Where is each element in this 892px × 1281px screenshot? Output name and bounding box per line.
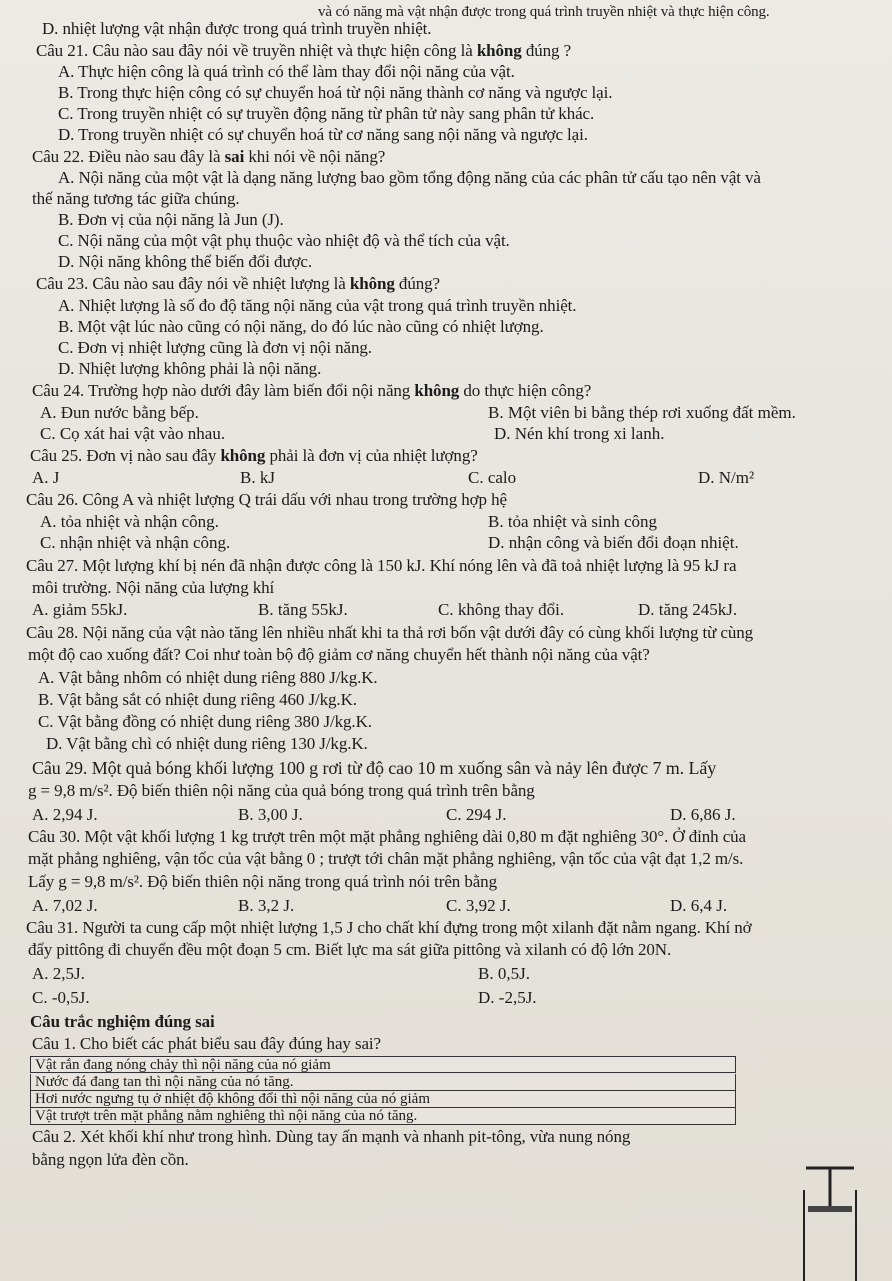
question-31-stem: Câu 31. Người ta cung cấp một nhiệt lượng 1,5 J cho chất khí đựng trong một xilanh đặt nằm ngang. Khí nở xyxy=(26,918,752,937)
question-23-option-b: B. Một vật lúc nào cũng có nội năng, do đó lúc nào cũng có nhiệt lượng. xyxy=(58,317,544,336)
question-23-option-c: C. Đơn vị nhiệt lượng cũng là đơn vị nội năng. xyxy=(58,338,372,357)
tf-question-2: Câu 2. Xét khối khí như trong hình. Dùng tay ấn mạnh và nhanh pit-tông, vừa nung nóng xyxy=(32,1127,631,1146)
question-27-stem-cont: môi trường. Nội năng của lượng khí xyxy=(32,578,275,597)
section-title: Câu trắc nghiệm đúng sai xyxy=(30,1012,215,1031)
question-26-option-d: D. nhận công và biến đổi đoạn nhiệt. xyxy=(488,533,739,552)
question-21-option-d: D. Trong truyền nhiệt có sự chuyển hoá từ cơ năng sang nội năng và ngược lại. xyxy=(58,125,588,144)
question-22-option-d: D. Nội năng không thể biến đổi được. xyxy=(58,252,312,271)
question-30-option-d: D. 6,4 J. xyxy=(670,896,728,915)
question-31-option-c: C. -0,5J. xyxy=(32,988,90,1007)
question-31-stem-cont: đẩy pittông đi chuyển đều một đoạn 5 cm. Biết lực ma sát giữa pittông và xilanh có độ lớn 20N. xyxy=(28,940,672,959)
question-24-option-b: B. Một viên bi bằng thép rơi xuống đất mềm. xyxy=(488,403,796,422)
tf-question-2-cont: bằng ngọn lửa đèn cồn. xyxy=(32,1150,189,1169)
question-29-option-b: B. 3,00 J. xyxy=(238,805,303,824)
question-24-stem: Câu 24. Trường hợp nào dưới đây làm biến đổi nội năng không do thực hiện công? xyxy=(32,381,592,400)
question-29-stem-cont: g = 9,8 m/s². Độ biến thiên nội năng của quả bóng trong quá trình trên bằng xyxy=(28,781,535,800)
question-21-option-c: C. Trong truyền nhiệt có sự truyền động năng từ phân tử này sang phân tử khác. xyxy=(58,104,595,123)
question-30-option-c: C. 3,92 J. xyxy=(446,896,511,915)
question-21-stem: Câu 21. Câu nào sau đây nói về truyền nhiệt và thực hiện công là không đúng ? xyxy=(36,41,572,60)
question-30-option-b: B. 3,2 J. xyxy=(238,896,295,915)
question-28-option-a: A. Vật bằng nhôm có nhiệt dung riêng 880 J/kg.K. xyxy=(38,668,378,687)
question-27-option-d: D. tăng 245kJ. xyxy=(638,600,738,619)
truncated-top-line: và có năng mà vật nhận được trong quá trình truyền nhiệt và thực hiện công. xyxy=(318,4,770,20)
question-29-option-c: C. 294 J. xyxy=(446,805,507,824)
question-27-option-a: A. giảm 55kJ. xyxy=(32,600,128,619)
question-30-stem-cont-2: Lấy g = 9,8 m/s². Độ biến thiên nội năng trong quá trình nói trên bằng xyxy=(28,872,497,891)
tf-row: Vật trượt trên mặt phẳng nằm nghiêng thì nội năng của nó tăng. xyxy=(30,1108,736,1125)
question-21-option-b: B. Trong thực hiện công có sự chuyển hoá từ nội năng thành cơ năng và ngược lại. xyxy=(58,83,613,102)
option-line: D. nhiệt lượng vật nhận được trong quá trình truyền nhiệt. xyxy=(42,19,432,38)
question-28-option-c: C. Vật bằng đồng có nhiệt dung riêng 380 J/kg.K. xyxy=(38,712,372,731)
question-27-option-b: B. tăng 55kJ. xyxy=(258,600,348,619)
question-27-option-c: C. không thay đổi. xyxy=(438,600,565,619)
question-28-option-b: B. Vật bằng sắt có nhiệt dung riêng 460 J/kg.K. xyxy=(38,690,357,709)
piston-head xyxy=(808,1206,852,1212)
question-27-stem: Câu 27. Một lượng khí bị nén đã nhận được công là 150 kJ. Khí nóng lên và đã toả nhiệt lượng là 95 kJ ra xyxy=(26,556,737,575)
question-25-option-d: D. N/m² xyxy=(698,468,755,487)
question-25-option-b: B. kJ xyxy=(240,468,275,487)
question-30-stem: Câu 30. Một vật khối lượng 1 kg trượt trên một mặt phẳng nghiêng dài 0,80 m đặt nghiêng 30°. Ở đỉnh của xyxy=(28,827,747,846)
question-28-option-d: D. Vật bằng chì có nhiệt dung riêng 130 J/kg.K. xyxy=(46,734,368,753)
question-30-option-a: A. 7,02 J. xyxy=(32,896,98,915)
question-29-option-a: A. 2,94 J. xyxy=(32,805,98,824)
question-22-option-a: A. Nội năng của một vật là dạng năng lượng bao gồm tổng động năng của các phân tử cấu tạo nên vật và xyxy=(58,168,761,187)
question-31-option-a: A. 2,5J. xyxy=(32,964,85,983)
question-25-option-a: A. J xyxy=(32,468,60,487)
question-25-option-c: C. calo xyxy=(468,468,517,487)
question-26-option-c: C. nhận nhiệt và nhận công. xyxy=(40,533,231,552)
question-24-option-d: D. Nén khí trong xi lanh. xyxy=(494,424,665,443)
tf-row: Hơi nước ngưng tụ ở nhiệt độ không đổi thì nội năng của nó giảm xyxy=(30,1091,736,1108)
question-21-option-a: A. Thực hiện công là quá trình có thể làm thay đổi nội năng của vật. xyxy=(58,62,515,81)
question-26-option-b: B. tỏa nhiệt và sinh công xyxy=(488,512,658,531)
question-23-option-d: D. Nhiệt lượng không phải là nội năng. xyxy=(58,359,322,378)
question-30-stem-cont: mặt phẳng nghiêng, vận tốc của vật bằng 0 ; trượt tới chân mặt phẳng nghiêng, vận tốc của vật đạt 1,2 m/s. xyxy=(28,849,744,868)
question-29-option-d: D. 6,86 J. xyxy=(670,805,736,824)
question-31-option-b: B. 0,5J. xyxy=(478,964,530,983)
question-24-option-a: A. Đun nước bằng bếp. xyxy=(40,403,199,422)
question-22-option-c: C. Nội năng của một vật phụ thuộc vào nhiệt độ và thể tích của vật. xyxy=(58,231,510,250)
question-24-option-c: C. Cọ xát hai vật vào nhau. xyxy=(40,424,226,443)
question-22-option-a-cont: thế năng tương tác giữa chúng. xyxy=(32,189,240,208)
question-23-option-a: A. Nhiệt lượng là số đo độ tăng nội năng của vật trong quá trình truyền nhiệt. xyxy=(58,296,577,315)
tf-question-1: Câu 1. Cho biết các phát biểu sau đây đúng hay sai? xyxy=(32,1034,381,1053)
question-25-stem: Câu 25. Đơn vị nào sau đây không phải là đơn vị của nhiệt lượng? xyxy=(30,446,478,465)
tf-row: Vật rắn đang nóng chảy thì nội năng của nó giảm xyxy=(30,1056,736,1073)
question-31-option-d: D. -2,5J. xyxy=(478,988,537,1007)
question-23-stem: Câu 23. Câu nào sau đây nói về nhiệt lượng là không đúng? xyxy=(36,274,440,293)
piston-figure xyxy=(792,1160,884,1281)
question-26-option-a: A. tỏa nhiệt và nhận công. xyxy=(40,512,219,531)
question-22-option-b: B. Đơn vị của nội năng là Jun (J). xyxy=(58,210,284,229)
question-29-stem: Câu 29. Một quả bóng khối lượng 100 g rơi từ độ cao 10 m xuống sân và nảy lên được 7 m. Lấy xyxy=(32,758,717,778)
question-26-stem: Câu 26. Công A và nhiệt lượng Q trái dấu với nhau trong trường hợp hệ xyxy=(26,490,507,509)
question-28-stem-cont: một độ cao xuống đất? Coi như toàn bộ độ giảm cơ năng chuyển hết thành nội năng của vật? xyxy=(28,645,650,664)
question-22-stem: Câu 22. Điều nào sau đây là sai khi nói về nội năng? xyxy=(32,147,386,166)
question-28-stem: Câu 28. Nội năng của vật nào tăng lên nhiều nhất khi ta thả rơi bốn vật dưới đây có cùng khối lượng từ cùng xyxy=(26,623,754,642)
tf-row: Nước đá đang tan thì nội năng của nó tăng. xyxy=(30,1074,736,1091)
